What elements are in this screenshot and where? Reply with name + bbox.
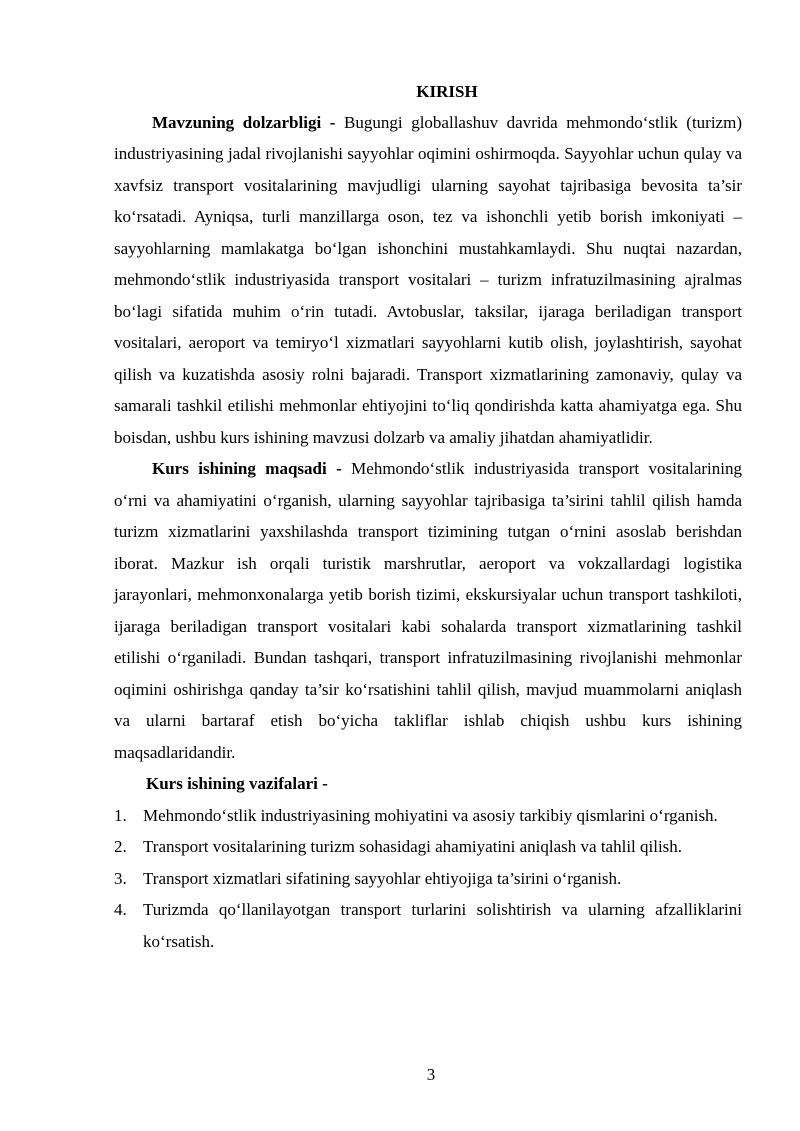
list-item: [114, 831, 742, 863]
list-item-number: 2.: [114, 837, 127, 856]
goal-paragraph: [114, 453, 742, 768]
list-item-text: Turizmda qo‘llanilayotgan transport turlarini solishtirish va ularning afzalliklarini ko‘rsatish.: [143, 900, 742, 951]
list-item-text: Transport vositalarining turizm sohasidagi ahamiyatini aniqlash va tahlil qilish.: [143, 837, 683, 856]
list-item: [114, 863, 742, 895]
goal-heading: Kurs ishining maqsadi -: [152, 459, 342, 478]
list-item-number: 3.: [114, 868, 127, 888]
list-item-text: Transport xizmatlari sifatining sayyohlar ehtiyojiga ta’sirini o‘rganish.: [143, 868, 622, 888]
list-item: [114, 800, 742, 832]
list-item: [114, 894, 742, 957]
goal-text: Mehmondo‘stlik industriyasida transport vositalarining o‘rni va ahamiyatini o‘rganish, ularning sayyohlar tajribasiga ta’sirini tahlil qilish hamda turizm xizmatlarini yaxshilashda transport tizimining tutgan o‘rnini asoslab berishdan iborat. Mazkur ish orqali turistik marshrutlar, aeroport va vokzallardagi logistika jarayonlari, mehmonxonalarga yetib borish tizimi, ekskursiyalar uchun transport tashkiloti, ijaraga beriladigan transport vositalari kabi sohalarda transport xizmatlarining tashkil etilishi o‘rganiladi. Bundan tashqari, transport infratuzilmasining rivojlanishi mehmonlar oqimini oshirishga qanday ta’sir ko‘rsatishini tahlil qilish, mavjud muammolarni aniqlash va ularni bartaraf etish bo‘yicha takliflar ishlab chiqish ushbu kurs ishining maqsadlaridandir.: [114, 459, 742, 762]
relevance-paragraph: [114, 107, 742, 454]
relevance-heading: Mavzuning dolzarbligi -: [152, 112, 336, 132]
list-item-text: Mehmondo‘stlik industriyasining mohiyatini va asosiy tarkibiy qismlarini o‘rganish.: [143, 805, 718, 825]
document-body: [114, 76, 742, 957]
relevance-text: Bugungi globallashuv davrida mehmondo‘stlik (turizm) industriyasining jadal rivojlanishi sayyohlar oqimini oshirmoqda. Sayyohlar uchun qulay va xavfsiz transport vositalarining mavjudligi ularning sayohat tajribasiga bevosita ta’sir ko‘rsatadi. Ayniqsa, turli manzillarga oson, tez va ishonchli yetib borish imkoniyati – sayyohlarning mamlakatga bo‘lgan ishonchini mustahkamlaydi. Shu nuqtai nazardan, mehmondo‘stlik industriyasida transport vositalari – turizm infratuzilmasining ajralmas bo‘lagi sifatida muhim o‘rin tutadi. Avtobuslar, taksilar, ijaraga beriladigan transport vositalari, aeroport va temiryo‘l xizmatlari sayyohlarni kutib olish, joylashtirish, sayohat qilish va kuzatishda asosiy rolni bajaradi. Transport xizmatlarining zamonaviy, qulay va samarali tashkil etilishi mehmonlar ehtiyojini to‘liq qondirishda katta ahamiyatga ega. Shu boisdan, ushbu kurs ishining mavzusi dolzarb va amaliy jihatdan ahamiyatlidir.: [114, 112, 742, 447]
list-item-number: 1.: [114, 805, 127, 825]
tasks-heading: Kurs ishining vazifalari -: [146, 774, 328, 793]
tasks-list: [114, 800, 742, 958]
page-title: KIRISH: [416, 82, 478, 101]
list-item-number: 4.: [114, 900, 127, 919]
page-number: 3: [426, 1065, 436, 1084]
